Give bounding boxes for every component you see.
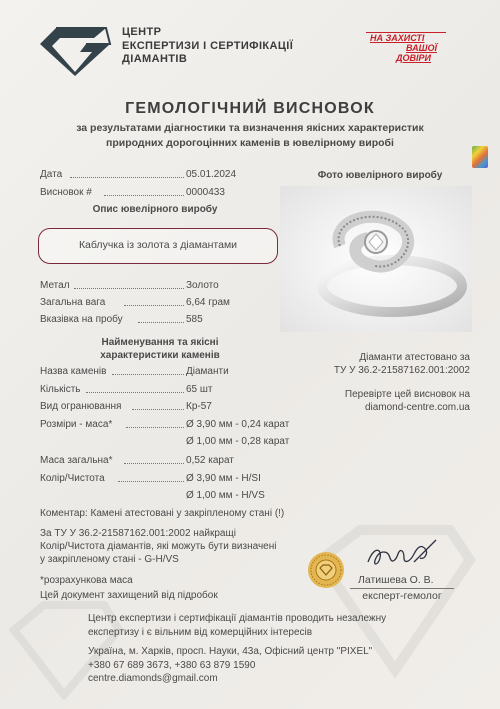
dotted-leader [124,455,184,464]
email-link[interactable]: centre.diamonds@gmail.com [88,673,218,684]
dotted-leader [132,401,184,410]
protection-line-2: ВАШОЇ [406,43,437,53]
hologram-sticker-icon [472,146,488,168]
stone-count-label: Кількість [40,384,81,395]
address: Україна, м. Харків, просп. Науки, 43а, Офісний центр "PIXEL" [88,646,373,657]
verify-line-1: Перевірте цей висновок на [344,389,470,400]
dotted-leader [118,473,184,482]
color-clarity-row [40,473,320,485]
assay-label: Вказівка на пробу [40,314,123,325]
color-clarity-label: Колір/Чистота [40,473,105,484]
org-line-1: ЦЕНТР [122,26,162,38]
total-mass-value: 0,52 карат [186,455,234,466]
protected-note: Цей документ захищений від підробок [40,590,218,601]
stone-size-row-2 [186,436,326,448]
expert-role: експерт-гемолог [350,588,454,602]
color-clarity-row-2 [186,490,326,502]
item-description: Каблучка із золота з діамантами [78,239,238,251]
conclusion-label: Висновок # [40,187,92,198]
stone-size-label: Розміри - маса* [40,419,113,430]
photo-label: Фото ювелірного виробу [317,170,443,181]
stone-count-row [40,384,320,396]
weight-label: Загальна вага [40,297,106,308]
stone-cut-value: Кр-57 [186,401,212,412]
stone-size-value-1: Ø 3,90 мм - 0,24 карат [186,419,290,430]
attestation-line-2: ТУ У 36.2-21587162.001:2002 [333,365,470,376]
dotted-leader [112,366,184,375]
assay-value: 585 [186,314,203,325]
stone-name-label: Назва каменів [40,366,107,377]
dotted-leader [126,419,184,428]
protection-line-3: ДОВІРИ [396,53,431,63]
subtitle-line-2: природних дорогоцінних каменів в ювелірному виробі [106,136,394,149]
stones-title-line-2: характеристики каменів [100,350,220,361]
seal-stamp-icon [307,551,345,589]
dotted-leader [86,384,184,393]
stone-name-row [40,366,320,378]
stone-cut-label: Вид огранювання [40,401,122,412]
protection-emblem [366,30,446,64]
date-label: Дата [40,169,63,180]
date-row [40,169,280,181]
weight-value: 6,64 грам [186,297,230,308]
tu-note-line-1: За ТУ У 36.2-21587162.001:2002 найкращі [40,528,236,539]
expert-name: Латишева О. В. [358,574,434,586]
metal-value: Золото [186,280,219,291]
tu-note-line-2: Колір/Чистота діамантів, які можуть бути визначені [40,541,277,552]
total-mass-row [40,455,320,467]
estimated-mass-note: *розрахункова маса [40,575,133,586]
item-description-box [38,228,278,264]
conclusion-value: 0000433 [186,187,225,198]
total-mass-label: Маса загальна* [40,455,113,466]
dotted-leader [104,187,184,196]
dotted-leader [70,169,184,178]
phones[interactable]: +380 67 689 3673, +380 63 879 1590 [88,659,256,671]
org-line-3: ДІАМАНТІВ [122,53,188,65]
stone-name-value: Діаманти [186,366,229,377]
independence-line-1: Центр експертизи і сертифікації діамантів проводить незалежну [88,613,387,624]
weight-row [40,297,280,309]
document-subtitle [30,121,470,150]
stones-section-title [60,336,260,362]
stone-cut-row [40,401,320,413]
dotted-leader [74,280,184,289]
conclusion-row [40,187,280,199]
org-line-2: ЕКСПЕРТИЗИ І СЕРТИФІКАЦІЇ [122,39,294,52]
comment-note: Коментар: Камені атестовані у закріпленому стані (!) [40,508,285,519]
organization-name [122,26,293,67]
signature-icon [364,536,444,574]
item-section-title: Опис ювелірного виробу [92,204,218,215]
ring-photo [280,186,472,332]
assay-row [40,314,280,326]
document-title: ГЕМОЛОГІЧНИЙ ВИСНОВОК [125,100,375,117]
color-clarity-value-1: Ø 3,90 мм - H/SI [186,473,261,484]
ring-image-icon [280,186,472,332]
dotted-leader [124,297,184,306]
diamond-c-logo-icon [36,24,114,78]
independence-line-2: експертизу і є вільним від комерційних інтересів [88,626,313,638]
independence-statement [88,612,386,639]
stone-size-value-2: Ø 1,00 мм - 0,28 карат [186,436,290,447]
metal-row [40,280,280,292]
tu-note-line-3: у закріпленому стані - G-H/VS [40,554,179,565]
attestation-line-1: Діаманти атестовано за [359,352,470,363]
date-value: 05.01.2024 [186,169,237,180]
protection-line-1: НА ЗАХИСТІ [370,33,425,43]
stones-title-line-1: Найменування та якісні [101,337,219,348]
dotted-leader [138,314,184,323]
stone-size-row [40,419,330,431]
subtitle-line-1: за результатами діагностики та визначення якісних характеристик [76,122,424,134]
color-clarity-value-2: Ø 1,00 мм - H/VS [186,490,265,501]
contact-block [88,645,372,686]
verify-link[interactable]: diamond-centre.com.ua [364,402,470,413]
stone-count-value: 65 шт [186,384,213,395]
metal-label: Метал [40,280,70,291]
